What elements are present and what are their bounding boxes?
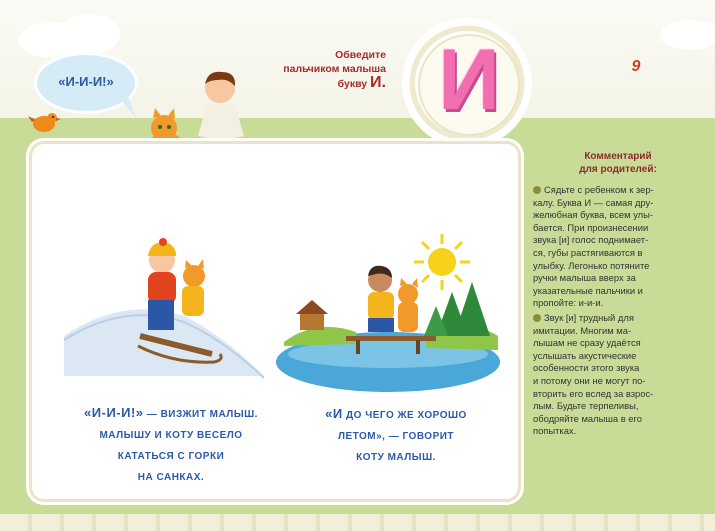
caption-rest: ДО ЧЕГО ЖЕ ХОРОШО — [342, 410, 467, 421]
comment-line: попытках. — [533, 425, 577, 437]
caption-line — [52, 402, 290, 425]
caption-rest: — ВИЗЖИТ МАЛЫШ. — [143, 409, 258, 420]
comment-paragraph-2 — [533, 312, 703, 438]
caption-left — [52, 402, 290, 488]
comment-line: звука [и] голос поднимает- — [533, 234, 649, 246]
caption-lead: «И-И-И!» — [84, 405, 144, 420]
caption-line: МАЛЫШУ И КОТУ ВЕСЕЛО — [99, 430, 243, 441]
comment-lines — [533, 197, 703, 310]
comment-line: калу. Буква И — самая дру- — [533, 196, 654, 208]
caption-line: КОТУ МАЛЫШ. — [356, 452, 436, 463]
comment-line: услышать акустические — [533, 349, 637, 361]
comment-line: ся, губы растягиваются в — [533, 246, 643, 258]
comment-line: лым. Будьте терпеливы, — [533, 400, 639, 412]
caption-line: КАТАТЬСЯ С ГОРКИ — [117, 451, 225, 462]
sun-icon — [412, 232, 472, 292]
caption-line: ЛЕТОМ», — ГОВОРИТ — [337, 431, 455, 442]
comment-line: улыбку. Легонько потяните — [533, 259, 650, 271]
sled-illustration — [64, 236, 264, 386]
instruction-line — [258, 76, 386, 91]
caption-line — [305, 403, 487, 426]
comment-line: имитации. Многим ма- — [533, 324, 632, 336]
comment-line: бается. При произнесении — [533, 221, 649, 233]
instruction-word: букву — [337, 78, 368, 90]
caption-lead: «И — [325, 406, 343, 421]
comment-line: лышам не сразу удаётся — [533, 337, 641, 349]
comment-line: ободряйте малыша в его — [533, 412, 642, 424]
comment-body — [533, 184, 703, 440]
bird-icon — [28, 108, 60, 136]
comment-line: желюбная буква, всем улы- — [533, 209, 654, 221]
comment-title — [528, 150, 708, 176]
cloud — [60, 14, 120, 54]
comment-line: и потому они не могут по- — [533, 374, 646, 386]
caption-line: НА САНКАХ. — [137, 472, 205, 483]
big-letter[interactable]: И — [438, 32, 500, 128]
caption-right — [305, 403, 487, 468]
instruction-line: пальчиком малыша — [283, 63, 386, 75]
bullet-dot-icon — [533, 314, 541, 322]
comment-line: Звук [и] трудный для — [544, 311, 634, 323]
instruction-line: Обведите — [335, 49, 386, 61]
bullet-dot-icon — [533, 186, 541, 194]
comment-line: особенности этого звука — [533, 362, 640, 374]
comment-title-line: для родителей: — [579, 164, 657, 175]
comment-title-line: Комментарий — [584, 151, 652, 162]
speech-bubble-text: «И-И-И!» — [58, 74, 114, 89]
cloud — [660, 20, 715, 50]
page-number: 9 — [631, 58, 641, 75]
comment-lines — [533, 325, 703, 438]
bottom-border-strip — [0, 514, 715, 531]
comment-line: указательные пальчики и — [533, 284, 643, 296]
instruction-letter: И. — [370, 74, 386, 91]
comment-paragraph-1 — [533, 184, 703, 310]
comment-line: пропойте: и-и-и. — [533, 297, 604, 309]
comment-line: Сядьте с ребенком к зер- — [544, 184, 654, 195]
comment-line: ручки малыша вверх за — [533, 272, 636, 284]
instruction-text — [258, 48, 386, 91]
comment-line: вторить его вслед за взрос- — [533, 387, 654, 399]
